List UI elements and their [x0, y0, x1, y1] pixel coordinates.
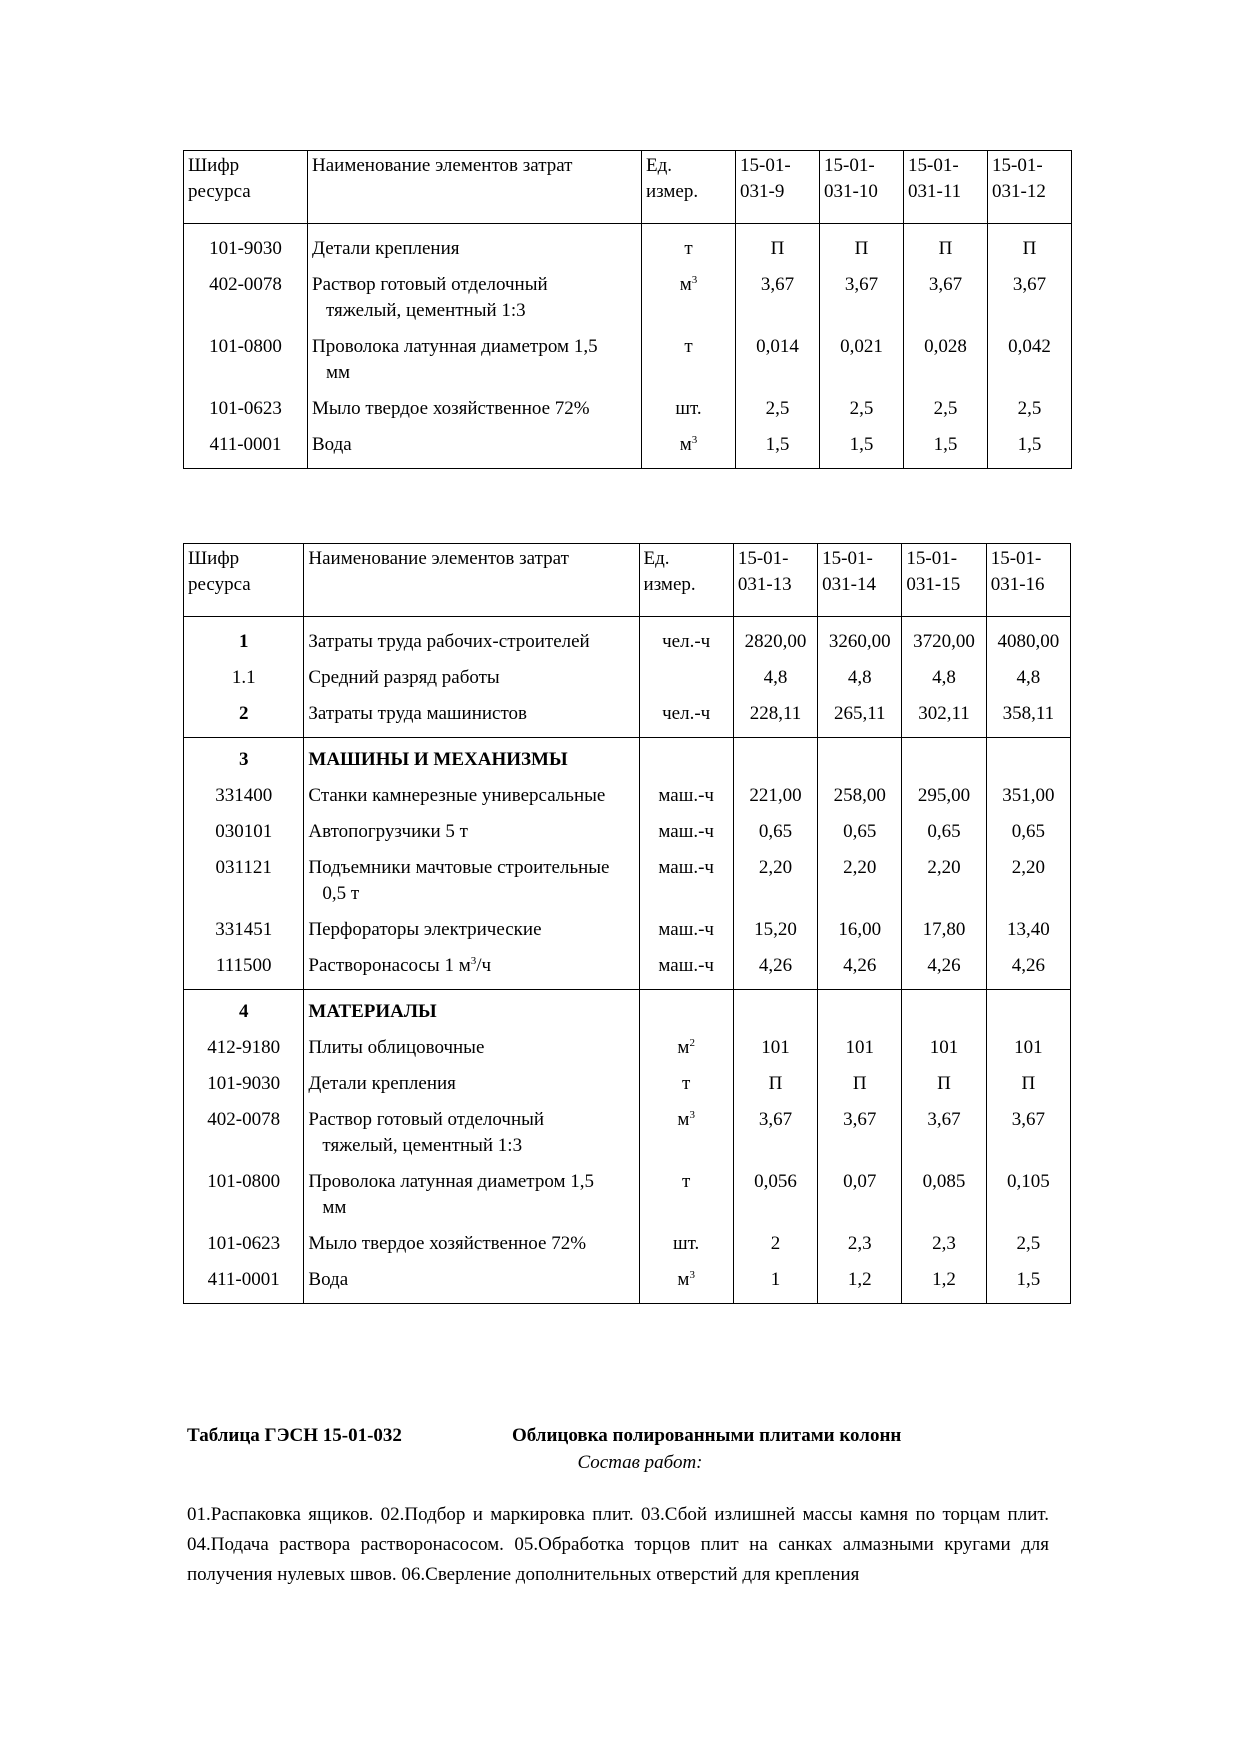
table-cell: т: [642, 334, 736, 396]
table-cell: 2,5: [904, 396, 988, 432]
header-code: Шифр ресурса: [184, 151, 308, 224]
table-cell: 101: [986, 1035, 1070, 1071]
table-cell: 2,20: [902, 855, 986, 917]
table-cell: 3,67: [902, 1107, 986, 1169]
table-cell: П: [736, 224, 820, 273]
table-cell: 2,5: [820, 396, 904, 432]
table-cell: Плиты облицовочные: [304, 1035, 639, 1071]
table-cell: шт.: [642, 396, 736, 432]
table-row: [184, 396, 1072, 432]
table-cell: 3,67: [818, 1107, 902, 1169]
table-row: [184, 432, 1072, 469]
table-row: [184, 855, 1071, 917]
table-cell: 0,65: [902, 819, 986, 855]
table-cell: 2,3: [902, 1231, 986, 1267]
header-name: Наименование элементов затрат: [304, 544, 639, 617]
table-cell: 2,20: [986, 855, 1070, 917]
table-cell: [639, 738, 733, 784]
table-cell: $м^3$: [642, 432, 736, 469]
table-cell: 1,5: [904, 432, 988, 469]
table-cell: Затраты труда машинистов: [304, 701, 639, 738]
table-cell: 2,3: [818, 1231, 902, 1267]
table-row: [184, 1231, 1071, 1267]
table-cell: Детали крепления: [308, 224, 642, 273]
table-cell: Проволока латунная диаметром 1,5 мм: [308, 334, 642, 396]
table-row: [184, 1071, 1071, 1107]
table-row: [184, 701, 1071, 738]
table-cell: 2,5: [736, 396, 820, 432]
table-cell: МАШИНЫ И МЕХАНИЗМЫ: [304, 738, 639, 784]
table-cell: 331451: [184, 917, 304, 953]
table-cell: Средний разряд работы: [304, 665, 639, 701]
section-title: Облицовка полированными плитами колонн: [512, 1425, 902, 1446]
table-label: Таблица ГЭСН 15-01-032: [187, 1425, 402, 1446]
table-header-row: [184, 151, 1072, 224]
table-cell: 0,65: [818, 819, 902, 855]
table-cell: 3260,00: [818, 617, 902, 666]
table-cell: Мыло твердое хозяйственное 72%: [308, 396, 642, 432]
table-cell: 2: [733, 1231, 817, 1267]
table-cell: Подъемники мачтовые строительные 0,5 т: [304, 855, 639, 917]
table-cell: 101-9030: [184, 1071, 304, 1107]
table-cell: 4,8: [733, 665, 817, 701]
table-cell: МАТЕРИАЛЫ: [304, 990, 639, 1036]
table-cell: 031121: [184, 855, 304, 917]
table-cell: 2: [184, 701, 304, 738]
table-cell: [733, 738, 817, 784]
table-cell: [902, 738, 986, 784]
table-header-row: [184, 544, 1071, 617]
table-cell: 1,5: [820, 432, 904, 469]
header-col-3: 15-01- 031-11: [904, 151, 988, 224]
table-cell: 4,8: [902, 665, 986, 701]
table-row: [184, 1267, 1071, 1304]
resource-table-2: [183, 543, 1071, 1304]
table-cell: 101: [818, 1035, 902, 1071]
table-cell: 1,5: [988, 432, 1072, 469]
table-cell: 295,00: [902, 783, 986, 819]
header-col-4: 15-01- 031-12: [988, 151, 1072, 224]
table-cell: 111500: [184, 953, 304, 990]
table-row: [184, 272, 1072, 334]
table-cell: 4,8: [818, 665, 902, 701]
table-cell: 13,40: [986, 917, 1070, 953]
table-cell: маш.-ч: [639, 953, 733, 990]
table-cell: 101-0623: [184, 396, 308, 432]
table-cell: 0,042: [988, 334, 1072, 396]
table-cell: 2820,00: [733, 617, 817, 666]
table-cell: маш.-ч: [639, 917, 733, 953]
table-cell: 1,5: [736, 432, 820, 469]
table-cell: 411-0001: [184, 1267, 304, 1304]
table-cell: П: [904, 224, 988, 273]
table-cell: Раствор готовый отделочный тяжелый, цементный 1:3: [304, 1107, 639, 1169]
table-cell: 4,8: [986, 665, 1070, 701]
table-cell: 412-9180: [184, 1035, 304, 1071]
table-cell: $м^3$: [642, 272, 736, 334]
work-description: 01.Распаковка ящиков. 02.Подбор и маркировка плит. 03.Сбой излишней массы камня по торцам плит. 04.Подача раствора растворонасосом. 05.Обработка торцов плит на санках алмазными кругами для получения нулевых швов. 06.Сверление дополнительных отверстий для крепления: [187, 1504, 1049, 1585]
table-cell: 15,20: [733, 917, 817, 953]
table-cell: 2,20: [818, 855, 902, 917]
table-cell: шт.: [639, 1231, 733, 1267]
table-cell: 030101: [184, 819, 304, 855]
table-cell: 3720,00: [902, 617, 986, 666]
table-cell: Вода: [304, 1267, 639, 1304]
table-row: [184, 953, 1071, 990]
header-col-3: 15-01- 031-15: [902, 544, 986, 617]
table-cell: [818, 990, 902, 1036]
table-cell: Раствор готовый отделочный тяжелый, цементный 1:3: [308, 272, 642, 334]
header-unit: Ед. измер.: [639, 544, 733, 617]
table-row: [184, 224, 1072, 273]
table-cell: 101-9030: [184, 224, 308, 273]
table-cell: 0,056: [733, 1169, 817, 1231]
table-cell: Вода: [308, 432, 642, 469]
table-cell: [818, 738, 902, 784]
table-cell: 258,00: [818, 783, 902, 819]
table-cell: 3,67: [988, 272, 1072, 334]
table-row: [184, 334, 1072, 396]
table-cell: 402-0078: [184, 1107, 304, 1169]
table-cell: 0,021: [820, 334, 904, 396]
table-cell: 3,67: [733, 1107, 817, 1169]
table-cell: 101: [733, 1035, 817, 1071]
table-cell: 1,2: [818, 1267, 902, 1304]
table-cell: 1.1: [184, 665, 304, 701]
table-cell: т: [639, 1071, 733, 1107]
table-cell: Растворонасосы 1 $м^3/ч$: [304, 953, 639, 990]
table-cell: 2,5: [988, 396, 1072, 432]
table-cell: 358,11: [986, 701, 1070, 738]
table-cell: 3: [184, 738, 304, 784]
table-cell: 0,028: [904, 334, 988, 396]
table-row: [184, 665, 1071, 701]
table-cell: чел.-ч: [639, 701, 733, 738]
table-cell: П: [820, 224, 904, 273]
header-col-2: 15-01- 031-10: [820, 151, 904, 224]
table-cell: т: [639, 1169, 733, 1231]
table-cell: 3,67: [736, 272, 820, 334]
header-col-1: 15-01- 031-13: [733, 544, 817, 617]
table-cell: 221,00: [733, 783, 817, 819]
table-cell: т: [642, 224, 736, 273]
table-cell: 4: [184, 990, 304, 1036]
table-cell: [986, 738, 1070, 784]
table-row: [184, 819, 1071, 855]
table-cell: маш.-ч: [639, 819, 733, 855]
table-cell: П: [818, 1071, 902, 1107]
table-cell: 1: [184, 617, 304, 666]
table-cell: 101-0800: [184, 334, 308, 396]
table-cell: 302,11: [902, 701, 986, 738]
table-cell: 331400: [184, 783, 304, 819]
table-cell: 101: [902, 1035, 986, 1071]
table-cell: 101-0623: [184, 1231, 304, 1267]
table-cell: 101-0800: [184, 1169, 304, 1231]
header-col-4: 15-01- 031-16: [986, 544, 1070, 617]
table-cell: 0,65: [986, 819, 1070, 855]
table-cell: Станки камнерезные универсальные: [304, 783, 639, 819]
table-cell: П: [733, 1071, 817, 1107]
table-cell: 3,67: [986, 1107, 1070, 1169]
header-name: Наименование элементов затрат: [308, 151, 642, 224]
header-col-1: 15-01- 031-9: [736, 151, 820, 224]
table-cell: 16,00: [818, 917, 902, 953]
table-cell: [639, 990, 733, 1036]
table-cell: П: [902, 1071, 986, 1107]
table-cell: 0,07: [818, 1169, 902, 1231]
table-cell: 2,5: [986, 1231, 1070, 1267]
table-cell: маш.-ч: [639, 855, 733, 917]
table-row: [184, 917, 1071, 953]
table-cell: 4,26: [902, 953, 986, 990]
table-cell: 1,2: [902, 1267, 986, 1304]
table-cell: 1,5: [986, 1267, 1070, 1304]
table-cell: 4,26: [986, 953, 1070, 990]
resource-table-1: [183, 150, 1072, 469]
table-cell: 2,20: [733, 855, 817, 917]
table-cell: Мыло твердое хозяйственное 72%: [304, 1231, 639, 1267]
table-cell: $м^2$: [639, 1035, 733, 1071]
header-code: Шифр ресурса: [184, 544, 304, 617]
header-col-2: 15-01- 031-14: [818, 544, 902, 617]
table-row: [184, 1107, 1071, 1169]
table-cell: 411-0001: [184, 432, 308, 469]
table-cell: Автопогрузчики 5 т: [304, 819, 639, 855]
table-row: [184, 1169, 1071, 1231]
table-cell: $м^3$: [639, 1107, 733, 1169]
table-cell: 4,26: [818, 953, 902, 990]
table-cell: П: [988, 224, 1072, 273]
table-cell: 1: [733, 1267, 817, 1304]
section-title-row: [184, 990, 1071, 1036]
table-cell: [733, 990, 817, 1036]
table-cell: 17,80: [902, 917, 986, 953]
table-cell: 0,65: [733, 819, 817, 855]
table-row: [184, 617, 1071, 666]
section-title-row: [184, 738, 1071, 784]
table-cell: 4080,00: [986, 617, 1070, 666]
section-subtitle: Состав работ:: [577, 1452, 703, 1473]
table-cell: [902, 990, 986, 1036]
table-cell: [986, 990, 1070, 1036]
table-cell: [639, 665, 733, 701]
table-cell: 402-0078: [184, 272, 308, 334]
table-cell: 0,085: [902, 1169, 986, 1231]
table-cell: чел.-ч: [639, 617, 733, 666]
header-unit: Ед. измер.: [642, 151, 736, 224]
table-cell: 3,67: [904, 272, 988, 334]
table-cell: 265,11: [818, 701, 902, 738]
table-row: [184, 1035, 1071, 1071]
table-cell: маш.-ч: [639, 783, 733, 819]
table-cell: 228,11: [733, 701, 817, 738]
table-cell: Перфораторы электрические: [304, 917, 639, 953]
table-cell: Проволока латунная диаметром 1,5 мм: [304, 1169, 639, 1231]
table-cell: 3,67: [820, 272, 904, 334]
table-cell: Детали крепления: [304, 1071, 639, 1107]
table-cell: П: [986, 1071, 1070, 1107]
table-cell: 4,26: [733, 953, 817, 990]
table-cell: 351,00: [986, 783, 1070, 819]
table-row: [184, 783, 1071, 819]
table-cell: Затраты труда рабочих-строителей: [304, 617, 639, 666]
table-cell: $м^3$: [639, 1267, 733, 1304]
table-cell: 0,105: [986, 1169, 1070, 1231]
table-cell: 0,014: [736, 334, 820, 396]
